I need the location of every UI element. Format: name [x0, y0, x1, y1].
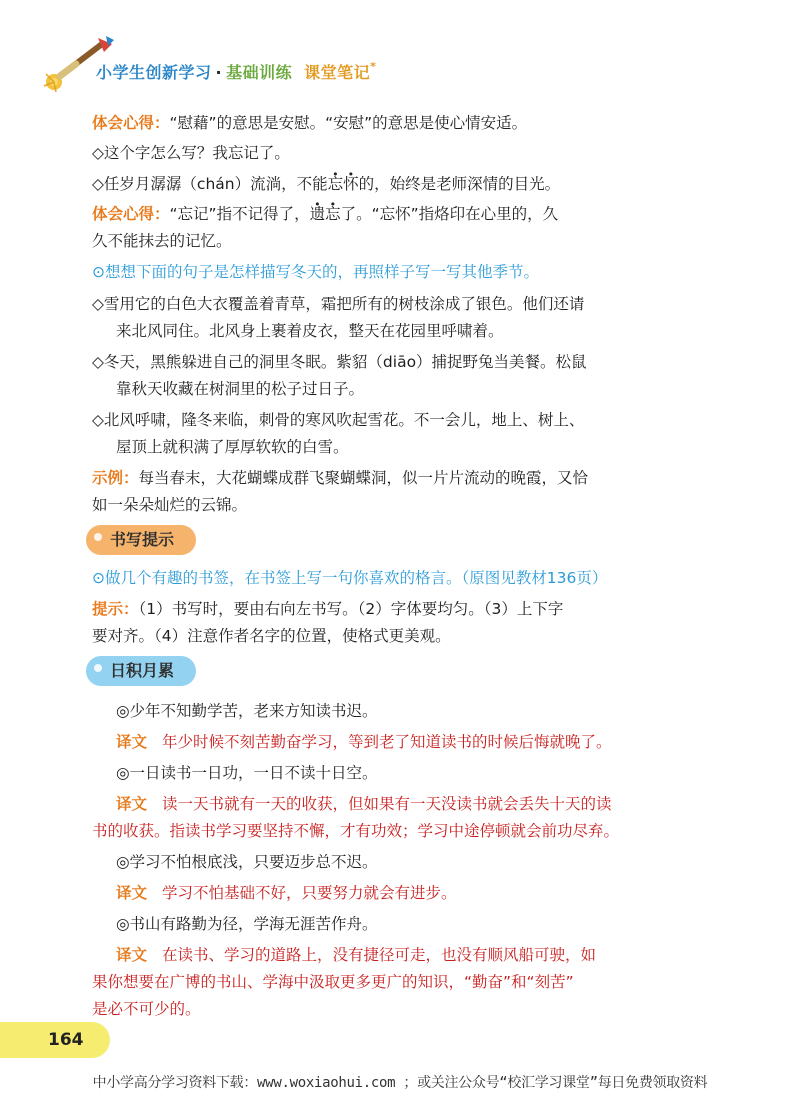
footer-text: 中小学高分学习资料下载：www.woxiaohui.com ；或关注公众号“校汇学习课堂”每日免费领取资料 — [92, 1075, 708, 1091]
proverb-item: ◎学习不怕根底浅，只要迈步总不迟。 — [116, 853, 378, 871]
section-tab-label: 日积月累 — [110, 661, 175, 680]
header-title-star: * — [370, 60, 377, 73]
translation-line — [92, 731, 704, 754]
example-text: 每当春末，大花蝴蝶成群飞聚蝴蝶洞，似一片片流动的晚霞，又恰 — [138, 469, 589, 487]
winter-sentence-cont: 屋顶上就积满了厚厚软软的白雪。 — [116, 438, 349, 456]
tip-label: 提示： — [92, 600, 139, 618]
writing-tip — [92, 598, 704, 621]
translation-text: 在读书、学习的道路上，没有捷径可走，也没有顺风船可驶，如 — [161, 946, 596, 964]
sentence-part: 的，始终是老师深情的目光。 — [358, 175, 561, 193]
winter-sentence: ◇北风呼啸，隆冬来临，刺骨的寒风吹起雪花。不一会儿，地上、树上、 — [92, 411, 585, 429]
tab-decoration-icon — [94, 533, 102, 541]
translation-text-cont: 是必不可少的。 — [92, 1000, 201, 1018]
emphasis-char: 遗 — [309, 205, 326, 223]
sentence-part: ◇任岁月潺潺（chán）流淌，不能 — [92, 175, 328, 193]
sentence-part: 了。“忘怀”指烙印在心里的，久 — [340, 205, 559, 223]
translation-label: 译文 — [116, 884, 148, 902]
proverb-item: ◎书山有路勤为径，学海无涯苦作舟。 — [116, 915, 378, 933]
winter-sentence: ◇冬天，黑熊躲进自己的洞里冬眠。紫貂（diāo）捕捉野兔当美餐。松鼠 — [92, 353, 587, 371]
winter-sentence-cont: 靠秋天收藏在树洞里的松子过日子。 — [116, 380, 365, 398]
translation-text-cont: 书的收获。指读书学习要坚持不懈，才有功效；学习中途停顿就会前功尽弃。 — [92, 822, 620, 840]
example-answer-cont: 如一朵朵灿烂的云锦。 — [92, 496, 248, 514]
tab-decoration-icon — [94, 664, 102, 672]
page-number: 164 — [48, 1030, 84, 1050]
experience-line-1 — [92, 112, 704, 135]
translation-text: 读一天书就有一天的收获，但如果有一天没读书就会丢失十天的读 — [161, 795, 612, 813]
header-title-sub2: 课堂笔记 — [304, 63, 371, 82]
page-header — [36, 34, 496, 94]
emphasis-char: 忘 — [327, 175, 344, 193]
translation-line — [92, 793, 704, 816]
experience-text: “慰藉”的意思是安慰。“安慰”的意思是使心情安适。 — [169, 114, 528, 132]
emphasis-char: 忘 — [325, 205, 341, 223]
experience-line-2-cont: 久不能抹去的记忆。 — [92, 232, 232, 250]
translation-line — [92, 944, 704, 967]
experience-label: 体会心得： — [92, 114, 170, 132]
winter-sentence-cont: 来北风同住。北风身上裹着皮衣，整天在花园里呼啸着。 — [116, 322, 504, 340]
header-title — [96, 60, 376, 83]
sentence-part: “忘记”指不记得了， — [169, 205, 310, 223]
header-title-main: 小学生创新学习 — [96, 63, 212, 82]
translation-label: 译文 — [116, 946, 148, 964]
translation-text: 年少时候不刻苦勤奋学习，等到老了知道读书的时候后悔就晚了。 — [161, 733, 612, 751]
section-tab-label: 书写提示 — [110, 530, 175, 549]
example-answer — [92, 467, 704, 490]
experience-line-2 — [92, 203, 704, 226]
main-content — [92, 112, 704, 1021]
translation-text: 学习不怕基础不好，只要努力就会有进步。 — [161, 884, 457, 902]
translation-text-cont: 果你想要在广博的书山、学海中汲取更多更广的知识，“勤奋”和“刻苦” — [92, 973, 574, 991]
proverb-item: ◎少年不知勤学苦，老来方知读书迟。 — [116, 702, 378, 720]
translation-label: 译文 — [116, 733, 148, 751]
tip-text: （1）书写时，要由右向左书写。（2）字体要均匀。（3）上下字 — [138, 600, 564, 618]
section-tab-daily-accumulation — [86, 656, 196, 686]
experience-label: 体会心得： — [92, 205, 170, 223]
exercise-prompt: ⊙想想下面的句子是怎样描写冬天的，再照样子写一写其他季节。 — [92, 263, 539, 281]
proverb-item: ◎一日读书一日功，一日不读十日空。 — [116, 764, 378, 782]
translation-line — [92, 882, 704, 905]
emphasis-char: 怀 — [343, 175, 359, 193]
writing-prompt: ⊙做几个有趣的书签，在书签上写一句你喜欢的格言。（原图见教材136页） — [92, 569, 608, 587]
example-label: 示例： — [92, 469, 139, 487]
section-tab-writing-tips — [86, 525, 196, 555]
example-sentence-line — [92, 173, 704, 196]
header-title-sub1: 基础训练 — [226, 63, 293, 82]
header-title-dot: · — [215, 63, 223, 82]
winter-sentence: ◇雪用它的白色大衣覆盖着青草，霜把所有的树枝涂成了银色。他们还请 — [92, 295, 585, 313]
writing-tip-cont: 要对齐。（4）注意作者名字的位置，使格式更美观。 — [92, 627, 451, 645]
translation-label: 译文 — [116, 795, 148, 813]
example-sentence-line: ◇这个字怎么写？我忘记了。 — [92, 144, 290, 162]
